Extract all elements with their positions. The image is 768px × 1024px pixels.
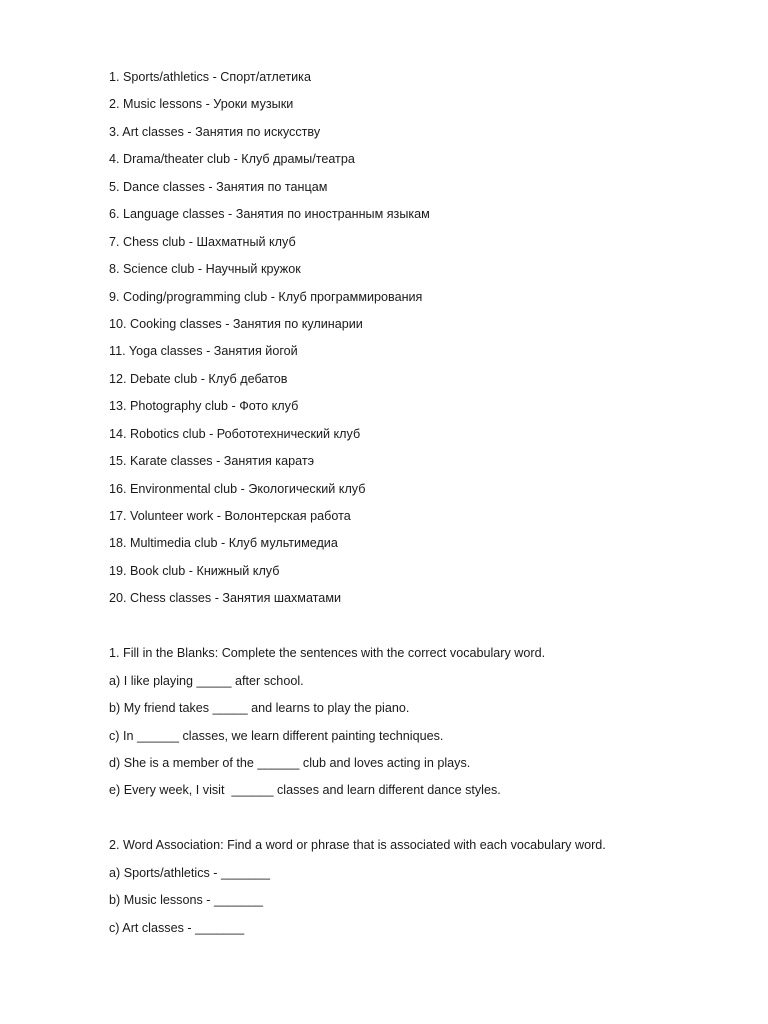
vocabulary-item: 13. Photography club - Фото клуб — [109, 399, 299, 414]
vocabulary-item: 11. Yoga classes - Занятия йогой — [109, 344, 298, 359]
vocabulary-item: 4. Drama/theater club - Клуб драмы/театра — [109, 152, 355, 167]
vocabulary-item: 7. Chess club - Шахматный клуб — [109, 234, 296, 249]
section-spacer — [109, 808, 729, 835]
vocabulary-item: 2. Music lessons - Уроки музыки — [109, 97, 294, 112]
vocabulary-item: 20. Chess classes - Занятия шахматами — [109, 591, 342, 606]
vocabulary-item: 12. Debate club - Клуб дебатов — [109, 371, 288, 386]
exercise-word-association — [109, 835, 729, 945]
vocabulary-item: 16. Environmental club - Экологический клуб — [109, 481, 366, 496]
exercise-heading: 1. Fill in the Blanks: Complete the sentences with the correct vocabulary word. — [109, 646, 546, 661]
exercise-item: b) Music lessons - _______ — [109, 893, 264, 908]
exercise-item: b) My friend takes _____ and learns to play the piano. — [109, 701, 410, 716]
vocabulary-item: 9. Coding/programming club - Клуб программирования — [109, 289, 423, 304]
vocabulary-list — [109, 67, 729, 616]
exercise-item: d) She is a member of the ______ club and loves acting in plays. — [109, 755, 471, 770]
vocabulary-item: 19. Book club - Книжный клуб — [109, 563, 280, 578]
vocabulary-item: 6. Language classes - Занятия по иностранным языкам — [109, 207, 430, 222]
exercise-fill-in-blanks — [109, 643, 729, 808]
exercise-item: a) Sports/athletics - _______ — [109, 865, 271, 880]
vocabulary-item: 15. Karate classes - Занятия каратэ — [109, 454, 315, 469]
vocabulary-item: 10. Cooking classes - Занятия по кулинарии — [109, 316, 363, 331]
vocabulary-item: 14. Robotics club - Робототехнический клуб — [109, 426, 361, 441]
vocabulary-item: 17. Volunteer work - Волонтерская работа — [109, 509, 351, 523]
exercise-item: c) In ______ classes, we learn different painting techniques. — [109, 728, 444, 743]
document-content — [109, 67, 729, 945]
exercise-item: c) Art classes - _______ — [109, 920, 245, 935]
exercise-item: a) I like playing _____ after school. — [109, 673, 304, 688]
section-spacer — [109, 616, 729, 643]
vocabulary-item: 8. Science club - Научный кружок — [109, 262, 301, 277]
exercise-heading: 2. Word Association: Find a word or phrase that is associated with each vocabulary word. — [109, 838, 606, 853]
vocabulary-item: 18. Multimedia club - Клуб мультимедиа — [109, 536, 338, 551]
vocabulary-item: 5. Dance classes - Занятия по танцам — [109, 179, 328, 194]
vocabulary-item: 1. Sports/athletics - Спорт/атлетика — [109, 70, 311, 84]
vocabulary-item: 3. Art classes - Занятия по искусству — [109, 124, 321, 139]
exercise-item: e) Every week, I visit ______ classes and learn different dance styles. — [109, 783, 501, 798]
